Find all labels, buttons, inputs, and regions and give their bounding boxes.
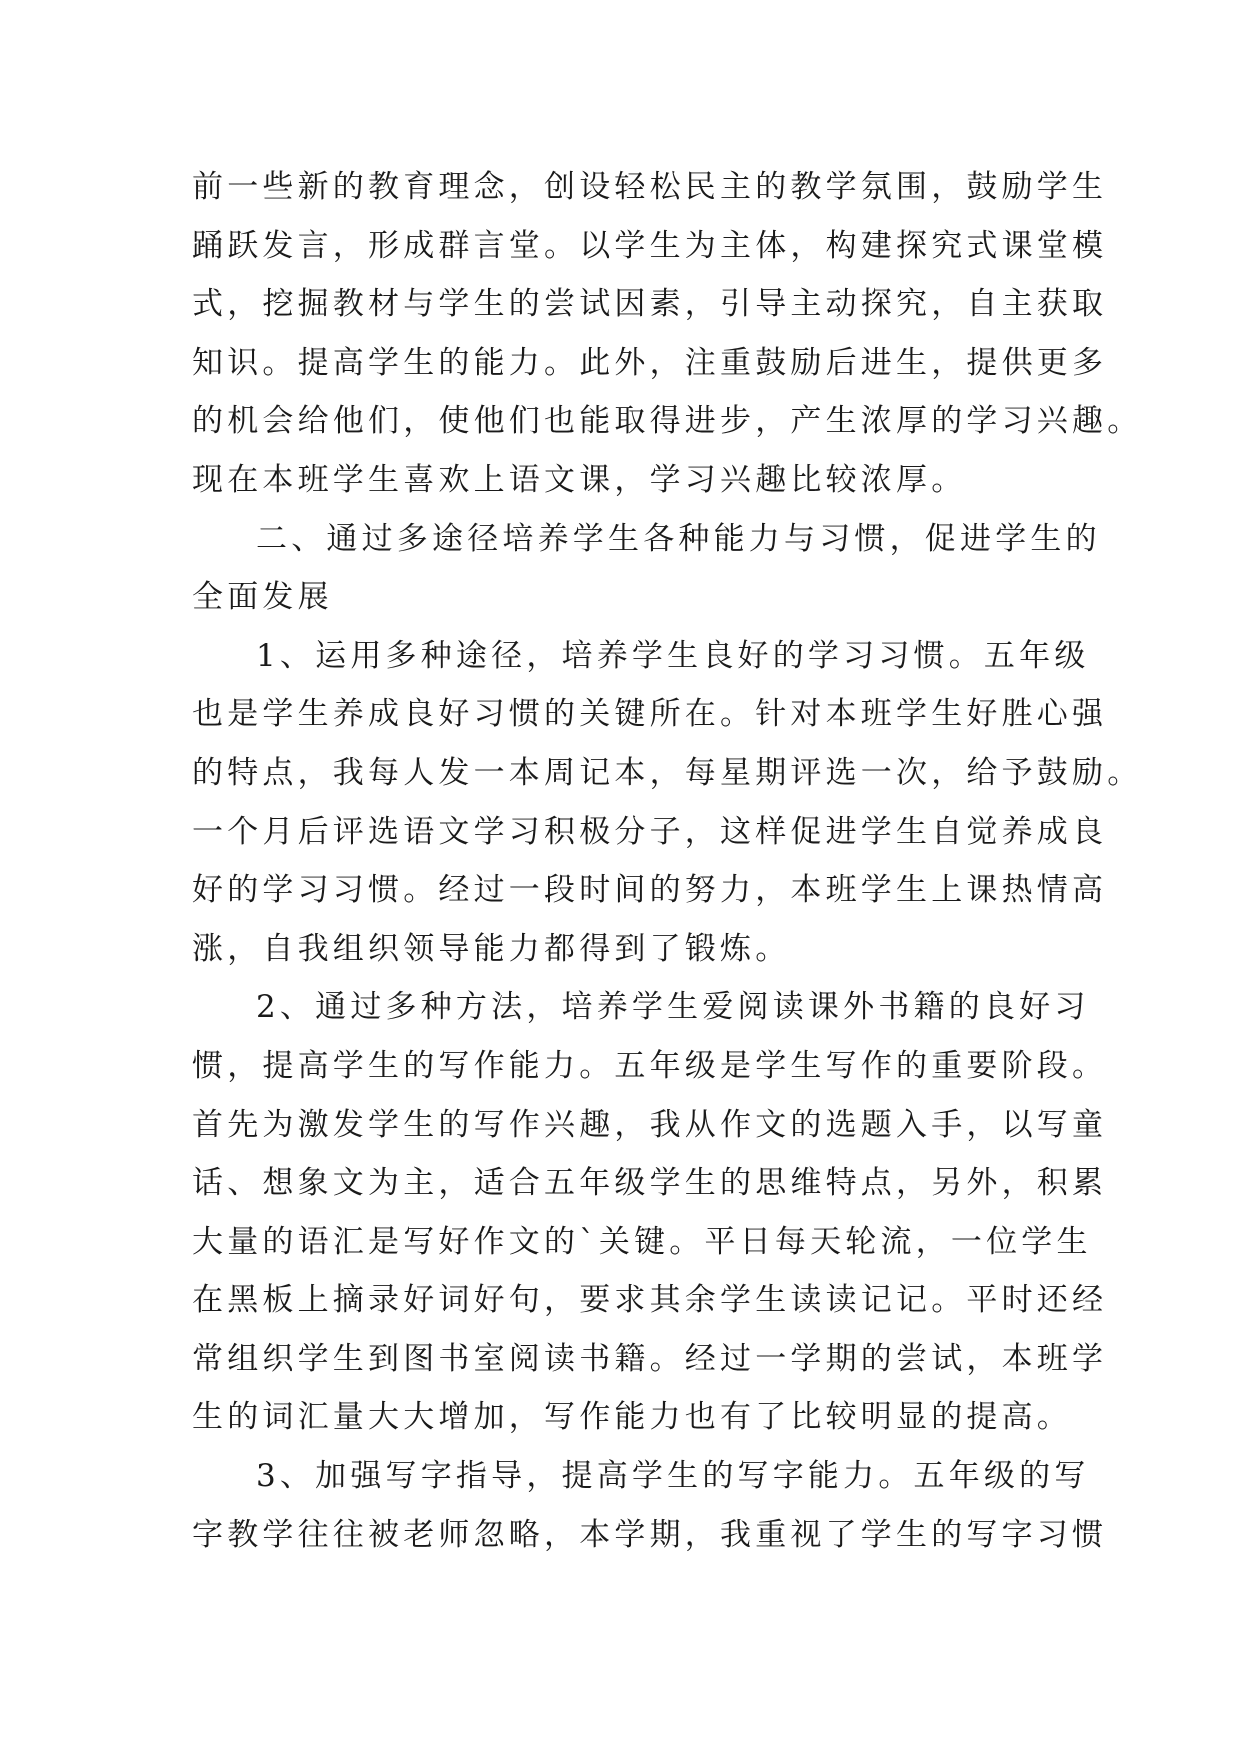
text-line: 的特点，我每人发一本周记本，每星期评选一次，给予鼓励。 xyxy=(192,754,1143,791)
text-line: 好的学习习惯。经过一段时间的努力，本班学生上课热情高 xyxy=(192,872,1108,909)
text-line: 涨，自我组织领导能力都得到了锻炼。 xyxy=(192,930,791,967)
text-line: 常组织学生到图书室阅读书籍。经过一学期的尝试，本班学 xyxy=(192,1340,1108,1377)
text-line: 字教学往往被老师忽略，本学期，我重视了学生的写字习惯 xyxy=(192,1516,1108,1553)
text-line: 惯，提高学生的写作能力。五年级是学生写作的重要阶段。 xyxy=(192,1047,1108,1084)
text-line: 话、想象文为主，适合五年级学生的思维特点，另外，积累 xyxy=(192,1165,1108,1202)
document-body xyxy=(192,158,1143,1564)
text-line: 前一些新的教育理念，创设轻松民主的教学氛围，鼓励学生 xyxy=(192,169,1108,205)
text-line: 3、加强写字指导，提高学生的写字能力。五年级的写 xyxy=(256,1458,1090,1495)
text-line: 也是学生养成良好习惯的关键所在。针对本班学生好胜心强 xyxy=(192,696,1108,733)
text-line: 生的词汇量大大增加，写作能力也有了比较明显的提高。 xyxy=(192,1399,1072,1436)
text-line: 在黑板上摘录好词好句，要求其余学生读读记记。平时还经 xyxy=(192,1282,1108,1319)
text-line: 式，挖掘教材与学生的尝试因素，引导主动探究，自主获取 xyxy=(192,286,1108,323)
text-line: 大量的语汇是写好作文的`关键。平日每天轮流，一位学生 xyxy=(192,1223,1092,1260)
text-line: 的机会给他们，使他们也能取得进步，产生浓厚的学习兴趣。 xyxy=(192,403,1143,440)
text-line: 知识。提高学生的能力。此外，注重鼓励后进生，提供更多 xyxy=(192,344,1108,381)
text-line: 一个月后评选语文学习积极分子，这样促进学生自觉养成良 xyxy=(192,813,1108,850)
section-heading-line: 全面发展 xyxy=(192,579,333,616)
text-line: 踊跃发言，形成群言堂。以学生为主体，构建探究式课堂模 xyxy=(192,227,1108,264)
text-line: 现在本班学生喜欢上语文课，学习兴趣比较浓厚。 xyxy=(192,461,967,498)
text-line: 2、通过多种方法，培养学生爱阅读课外书籍的良好习 xyxy=(256,989,1090,1026)
text-line: 1、运用多种途径，培养学生良好的学习习惯。五年级 xyxy=(256,637,1090,674)
text-line: 首先为激发学生的写作兴趣，我从作文的选题入手，以写童 xyxy=(192,1106,1108,1143)
section-heading-line: 二、通过多途径培养学生各种能力与习惯，促进学生的 xyxy=(256,520,1101,557)
